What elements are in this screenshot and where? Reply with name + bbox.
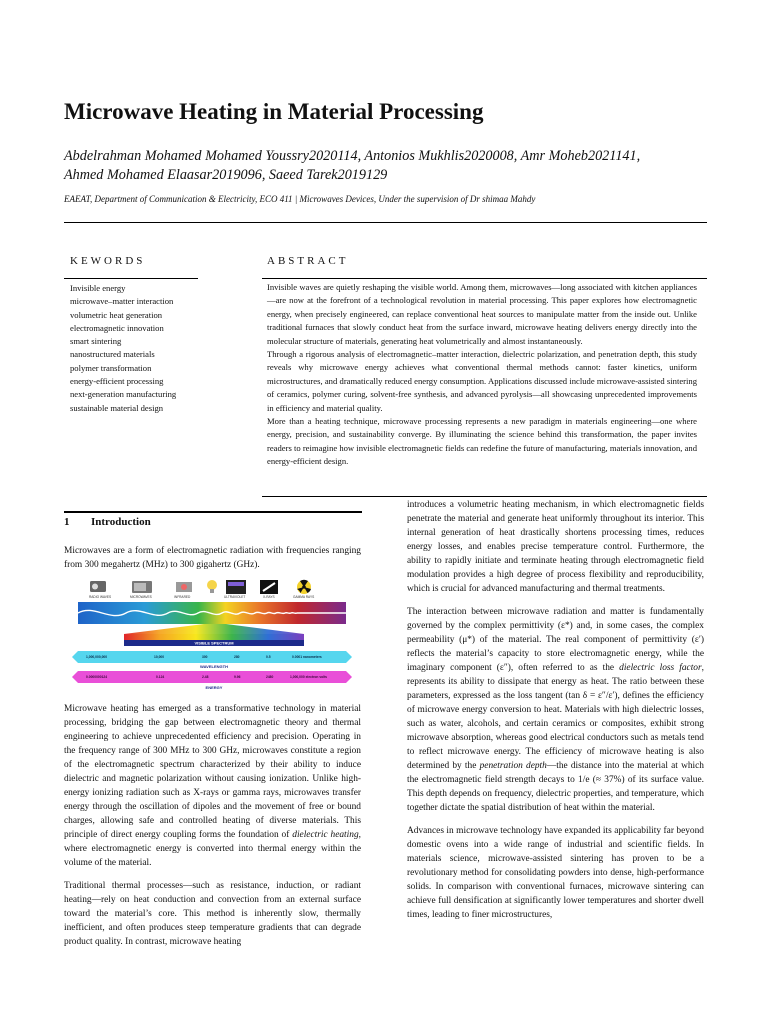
label-infrared: INFRARED: [174, 595, 191, 599]
keyword-item: Invisible energy: [70, 283, 126, 293]
keywords-heading: KEWORDS: [70, 255, 146, 267]
abstract-paragraph-2: Through a rigorous analysis of electromagnetic–matter interaction, dielectric polarization, and penetration depth, this study reveals why microwave energy achieves what conventional thermal methods cannot: faster kinetics, uniform microstructures, and dramatically reduced energy consumption. Applications discussed include microwave-assisted sintering of ceramics, polymer curing, solvent-free synthesis, and advanced pyrolysis—all showcasing unprecedented improvements in efficiency and material quality.: [267, 349, 697, 413]
keyword-item: nanostructured materials: [70, 349, 155, 360]
section-divider: [64, 511, 362, 513]
author-list: [64, 147, 714, 185]
keywords-divider: [64, 278, 198, 279]
keyword-item: smart sintering: [70, 336, 122, 347]
energy-value: 1,000,000 electron volts: [290, 675, 328, 679]
paper-title: Microwave Heating in Material Processing: [64, 99, 484, 124]
abstract-divider: [262, 278, 707, 279]
wavelength-label: WAVELENGTH: [200, 664, 228, 669]
energy-label: ENERGY: [205, 685, 223, 690]
intro-paragraph-3: Traditional thermal processes—such as resistance, induction, or radiant heating—rely on heat conduction and convection from an external surface toward the material’s core. This method is inherently slow, thermally inefficient, and often produces steep temperature gradients that can degrade product quality. In contrast, microwave heating: [64, 881, 361, 947]
section-title: Introduction: [91, 516, 151, 528]
energy-value: 0.124: [156, 675, 165, 679]
wavelength-value: 280: [234, 655, 240, 659]
keyword-item: polymer transformation: [70, 362, 152, 373]
intro-paragraph-5: [407, 605, 704, 815]
radiation-icon: [297, 580, 311, 594]
label-microwaves: MICROWAVES: [130, 595, 152, 599]
xray-icon: [260, 580, 278, 594]
radio-icon: [90, 581, 106, 592]
keywords-list: [70, 282, 250, 415]
intro-paragraph-6: Advances in microwave technology have expanded its applicability far beyond domestic ovens into a wide range of industrial and scientific fields. In materials science, microwave-assisted sintering has proven to be a revolutionary method for consolidating powders into dense, high-performance solids. In comparison with conventional furnaces, microwave sintering can achieve full densification at significantly lower temperatures and shorter dwell times, leading to finer microstructures,: [407, 826, 704, 920]
energy-value: 9.96: [234, 675, 241, 679]
energy-value: 2480: [266, 675, 274, 679]
author-line-1: Abdelrahman Mohamed Mohamed Youssry2020114, Antonios Mukhlis2020008, Amr Moheb2021141,: [64, 148, 641, 164]
section-heading: [64, 515, 151, 529]
text-span: Microwave heating has emerged as a transformative technology in material processing, bridging the gap between electromagnetic theory and thermal engineering to achieve unprecedented efficiency and precision. Operating in the frequency range of 300 MHz to 300 GHz, microwaves constitute a region of the electromagnetic spectrum characterized by their ability to induce dielectric and magnetic polarization without causing ionization. Unlike high-energy ionizing radiation such as X-rays or gamma rays, microwaves transfer energy through the oscillation of dipoles and the movement of free or bound charges, allowing safe and controlled heating of diverse materials. This principle of direct energy coupling forms the foundation of: [64, 704, 361, 840]
em-spectrum-figure: [64, 578, 361, 692]
abstract-paragraph-3: More than a heating technique, microwave processing represents a new paradigm in materials engineering—one where energy, precision, and sustainability converge. By illuminating the science behind this transformation, the paper invites readers to reimagine how invisible electromagnetic fields can redefine the future of manufacturing, materials innovation, and energy-efficient design.: [267, 416, 697, 467]
em-spectrum-svg: [64, 578, 361, 692]
label-radio-waves: RADIO WAVES: [89, 595, 112, 599]
intro-paragraph-4: introduces a volumetric heating mechanism, in which electromagnetic fields penetrate the material and generate heat uniformly throughout its interior. This internal generation of heat drastically shortens processing times, reduces energy losses, and enables precise temperature control. Furthermore, the ability to rapidly initiate and terminate heating through electromagnetic field modulation provides a high degree of process flexibility and reproducibility, which is crucial for advanced manufacturing and thermal treatments.: [407, 500, 704, 594]
visible-spectrum-bar: [124, 634, 304, 640]
light-bulb-icon: [207, 580, 217, 593]
label-gamma-rays: GAMMA RAYS: [293, 595, 315, 599]
keyword-item: next-generation manufacturing: [70, 389, 177, 400]
text-span: , where electromagnetic energy is converted into thermal energy within the volume of the material.: [64, 830, 361, 868]
text-span: , represents its ability to dissipate that energy as heat. The ratio between these parameters, expressed as the loss tangent (tan δ = ε″/ε′), defines the efficiency of microwave energy conversion to heat. Materials with high dielectric losses, such as water, alcohols, and certain ceramics or composites, exhibit strong microwave absorption, whereas good electrical conductors such as metals tend to reflect microwave energy. The efficiency of microwave heating is also determined by the: [407, 663, 704, 771]
affiliation: EAEAT, Department of Communication & Electricity, ECO 411 | Microwaves Devices, Under the supervision of Dr shimaa Mahdy: [64, 194, 536, 204]
abstract-heading: ABSTRACT: [267, 255, 349, 267]
author-line-2: Ahmed Mohamed Elaasar2019096, Saeed Tarek2019129: [64, 167, 388, 183]
emphasis-term: dielectric loss factor: [619, 663, 702, 673]
text-span: The interaction between microwave radiation and matter is fundamentally governed by the complex permittivity (ε*) and, in some cases, the complex permeability (μ*) of the material. The real component of permittivity (ε′) reflects the material’s capacity to store electromagnetic energy, while the imaginary component (ε″), often referred to as the: [407, 607, 704, 673]
section-number: 1: [64, 516, 70, 528]
keyword-item: sustainable material design: [70, 402, 164, 413]
visible-spectrum-label: VISIBLE SPECTRUM: [194, 640, 234, 646]
intro-paragraph-2: [64, 702, 361, 870]
abstract-body: [267, 281, 697, 469]
energy-value: 2.48: [202, 675, 209, 679]
visible-funnel: [124, 624, 304, 634]
wavelength-value: 1,000,000,000: [86, 655, 108, 659]
microwave-oven-icon: [132, 581, 152, 593]
energy-value: 0.0000000124: [86, 675, 108, 679]
keyword-item: energy-efficient processing: [70, 376, 164, 387]
abstract-paragraph-1: Invisible waves are quietly reshaping the visible world. Among them, microwaves—long associated with kitchen appliances—are now at the forefront of a technological revolution in material processing. This paper explores how electromagnetic energy, when precisely engineered, can replace conventional heat sources to manipulate matter from the inside out. Unlike traditional furnaces that slowly conduct heat from the surface inward, microwave heating delivers energy directly into the molecular structure of materials, generating heat volumetrically and almost instantaneously.: [267, 282, 697, 346]
wavelength-value: 300: [202, 655, 208, 659]
text-span: —the distance into the material at which the electromagnetic field strength decays to 1/e (≈ 37%) of its surface value. This depth depends on frequency, dielectric properties, and temperature, which together dictate the spatial distribution of heat within the material.: [407, 761, 704, 813]
keyword-item: microwave–matter interaction: [70, 296, 174, 307]
emphasis-term: penetration depth: [479, 761, 547, 771]
keyword-item: electromagnetic innovation: [70, 322, 164, 333]
wavelength-value: 10,000: [154, 655, 165, 659]
uv-lamp-icon: [226, 580, 246, 594]
intro-paragraph-1: Microwaves are a form of electromagnetic radiation with frequencies ranging from 300 megahertz (MHz) to 300 gigahertz (GHz).: [64, 546, 361, 570]
wavelength-value: 0.0001 nanometers: [292, 655, 322, 659]
keyword-item: volumetric heat generation: [70, 309, 163, 320]
abstract-bottom-divider: [262, 496, 707, 497]
label-x-rays: X-RAYS: [263, 595, 275, 599]
label-ultraviolet: ULTRAVIOLET: [224, 595, 246, 599]
right-column: [407, 498, 704, 931]
emphasis-term: dielectric heating: [292, 830, 359, 840]
wavelength-value: 0.5: [266, 655, 271, 659]
header-divider: [64, 222, 707, 223]
infrared-icon: [176, 582, 192, 592]
